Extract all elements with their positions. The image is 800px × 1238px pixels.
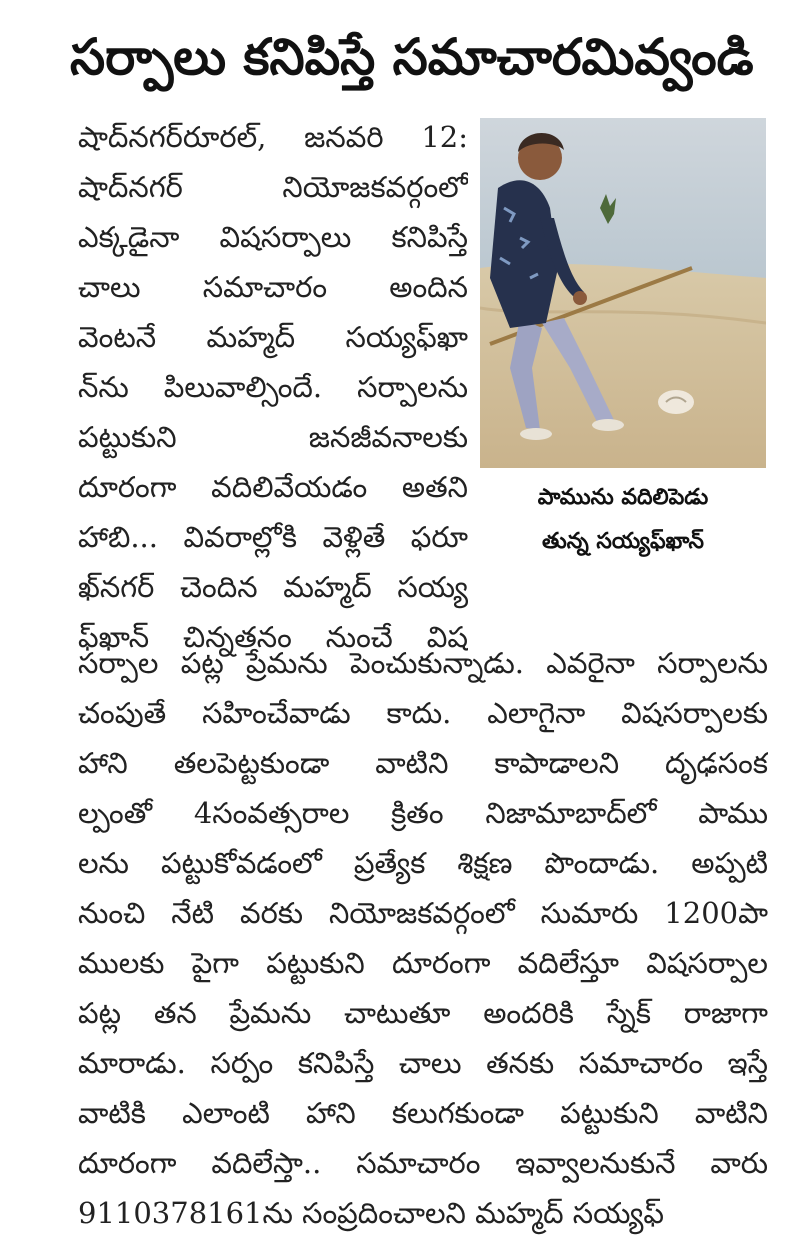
- article-line: వెంటనే మహ్మద్‌ సయ్యఫ్‌ఖా: [78, 320, 468, 354]
- article-line: న్‌ను పిలువాల్సిందే. సర్పాలను: [78, 370, 468, 404]
- photo-caption-line: తున్న సయ్యఫ్‌ఖాన్‌: [542, 529, 704, 554]
- article-line: సర్పాల పట్ల ప్రేమను పెంచుకున్నాడు. ఎవరైనా సర్పాలను: [78, 646, 768, 680]
- headline: సర్పాలు కనిపిస్తే సమాచారమివ్వండి: [70, 28, 754, 86]
- article-line: లను పట్టుకోవడంలో ప్రత్యేక శిక్షణ పొందాడు. అప్పటి: [78, 846, 768, 880]
- snake-catcher-photo-illustration: [480, 118, 766, 468]
- article-line: మారాడు. సర్పం కనిపిస్తే చాలు తనకు సమాచారం ఇస్తే: [78, 1046, 768, 1080]
- article-line: ల్పంతో 4సంవత్సరాల క్రితం నిజామాబాద్‌లో పాము: [78, 796, 768, 830]
- article-line: దూరంగా వదిలివేయడం అతని: [78, 470, 468, 504]
- article-line: ఖ్‌నగర్‌ చెందిన మహ్మద్‌ సయ్య: [78, 570, 468, 604]
- article-line: పట్ల తన ప్రేమను చాటుతూ అందరికి స్నేక్‌ రాజాగా: [78, 996, 768, 1030]
- article-line: చంపుతే సహించేవాడు కాదు. ఎలాగైనా విషసర్పాలకు: [78, 696, 768, 730]
- article-line: పట్టుకుని జనజీవనాలకు: [78, 420, 468, 454]
- article-photo: [480, 118, 766, 468]
- article-line: ఫ్‌ఖాన్‌ చిన్నతనం నుంచే విష: [78, 620, 468, 654]
- article-line: 9110378161ను సంప్రదించాలని మహ్మద్‌ సయ్యఫ్‌: [78, 1196, 665, 1230]
- article-line: షాద్‌నగర్‌ నియోజకవర్గంలో: [78, 170, 468, 204]
- article-line: ఎక్కడైనా విషసర్పాలు కనిపిస్తే: [78, 220, 468, 254]
- article-line: షాద్‌నగర్‌రూరల్‌, జనవరి 12:: [78, 120, 468, 154]
- photo-caption-line: పామును వదిలిపెడు: [537, 485, 709, 510]
- article-line: చాలు సమాచారం అందిన: [78, 270, 468, 304]
- article-line: వాటికి ఎలాంటి హాని కలుగకుండా పట్టుకుని వాటిని: [78, 1096, 768, 1130]
- article-line: దూరంగా వదిలేస్తా.. సమాచారం ఇవ్వాలనుకునే వారు: [78, 1146, 768, 1180]
- article-line: ములకు పైగా పట్టుకుని దూరంగా వదిలేస్తూ విషసర్పాల: [78, 946, 768, 980]
- article-line: హాని తలపెట్టకుండా వాటిని కాపాడాలని దృఢసంక: [78, 746, 768, 780]
- article-line: నుంచి నేటి వరకు నియోజకవర్గంలో సుమారు 1200పా: [78, 896, 768, 930]
- article-line: హాబి... వివరాల్లోకి వెళ్లితే ఫరూ: [78, 520, 468, 554]
